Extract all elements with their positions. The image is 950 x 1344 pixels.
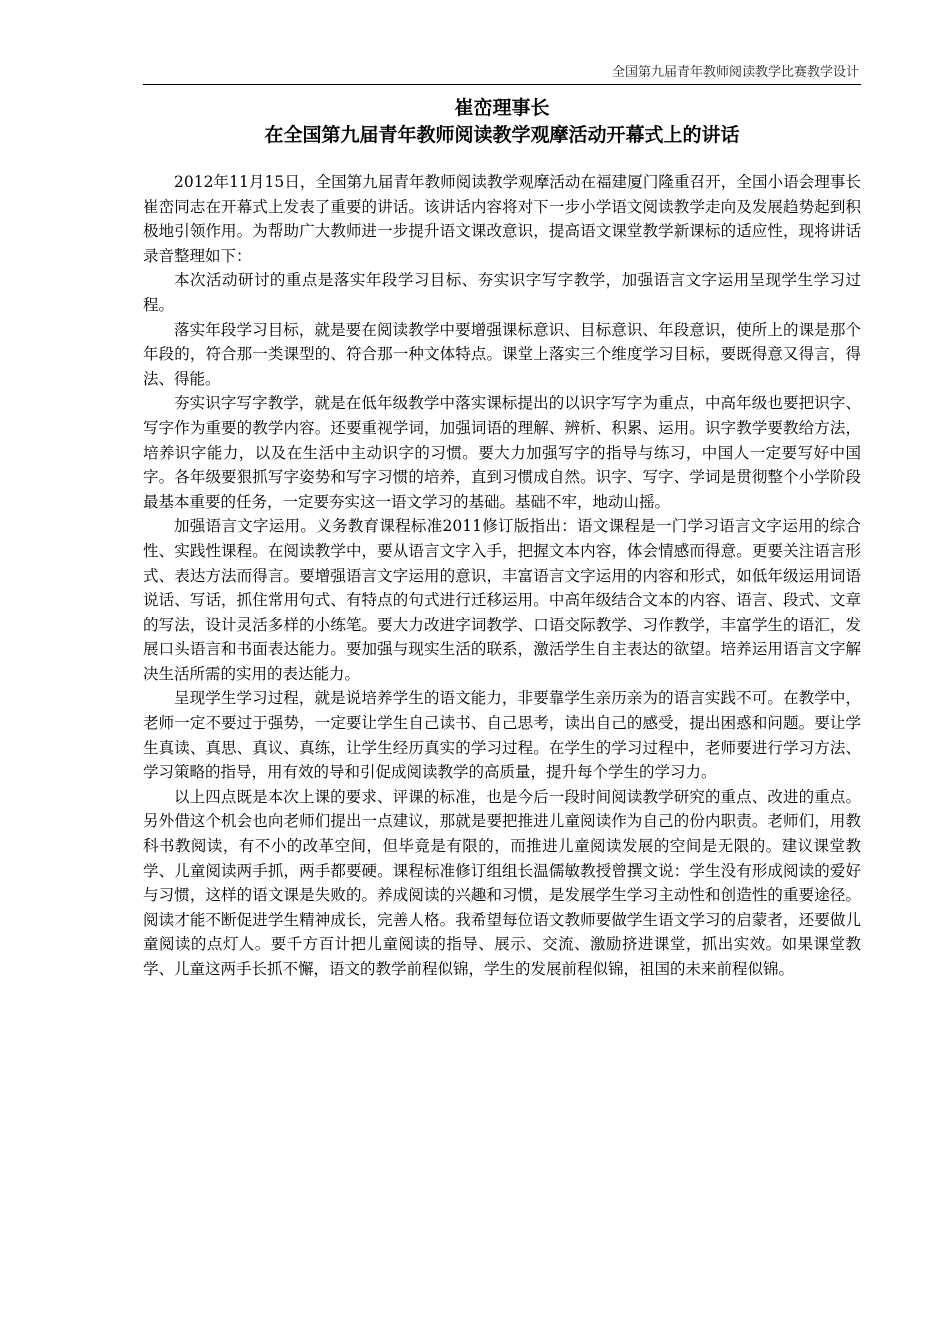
paragraph-focus: 本次活动研讨的重点是落实年段学习目标、夯实识字写字教学，加强语言文字运用呈现学生学习过程。 <box>143 271 861 314</box>
paragraph-language-use: 加强语言文字运用。义务教育课程标准2011修订版指出：语文课程是一门学习语言文字运用的综合性、实践性课程。在阅读教学中，要从语言文字入手，把握文本内容，体会情感而得意。更要关注语言形式、表达方法而得言。要增强语言文字运用的意识，丰富语言文字运用的内容和形式，如低年级运用词语说话、写话，抓住常用句式、有特点的句式进行迁移运用。中高年级结合文本的内容、语言、段式、文章的写法，设计灵活多样的小练笔。要大力改进字词教学、口语交际教学、习作教学，丰富学生的语汇，发展口头语言和书面表达能力。要加强与现实生活的联系，激活学生自主表达的欲望。培养运用语言文字解决生活所需的实用的表达能力。 <box>143 517 861 683</box>
paragraph-grade-goals: 落实年段学习目标，就是要在阅读教学中要增强课标意识、目标意识、年段意识，使所上的课是那个年段的，符合那一类课型的、符合那一种文体特点。课堂上落实三个维度学习目标，要既得意又得言，得法、得能。 <box>143 320 861 388</box>
title-line-subject: 在全国第九届青年教师阅读教学观摩活动开幕式上的讲话 <box>264 124 740 146</box>
running-header: 全国第九届青年教师阅读教学比赛教学设计 <box>611 65 859 80</box>
header-divider <box>143 84 861 85</box>
paragraph-intro: 2012年11月15日，全国第九届青年教师阅读教学观摩活动在福建厦门隆重召开，全国小语会理事长崔峦同志在开幕式上发表了重要的讲话。该讲话内容将对下一步小学语文阅读教学走向及发展趋势起到积极地引领作用。为帮助广大教师进一步提升语文课改意识，提高语文课堂教学新课标的适应性，现将讲话录音整理如下： <box>143 173 861 265</box>
document-body <box>143 170 861 982</box>
document-title <box>143 95 861 149</box>
paragraph-literacy: 夯实识字写字教学，就是在低年级教学中落实课标提出的以识字写字为重点，中高年级也要把识字、写字作为重要的教学内容。还要重视学词，加强词语的理解、辨析、积累、运用。识字教学要教给方法，培养识字能力，以及在生活中主动识字的习惯。要大力加强写字的指导与练习，中国人一定要写好中国字。各年级要狠抓写字姿势和写字习惯的培养，直到习惯成自然。识字、写字、学词是贯彻整个小学阶段最基本重要的任务，一定要夯实这一语文学习的基础。基础不牢，地动山摇。 <box>143 394 861 511</box>
paragraph-learning-process: 呈现学生学习过程，就是说培养学生的语文能力，非要靠学生亲历亲为的语言实践不可。在教学中，老师一定不要过于强势，一定要让学生自己读书、自己思考，读出自己的感受，提出困惑和问题。要让学生真读、真思、真议、真练，让学生经历真实的学习过程。在学生的学习过程中，老师要进行学习方法、学习策略的指导，用有效的导和引促成阅读教学的高质量，提升每个学生的学习力。 <box>143 689 861 782</box>
paragraph-conclusion: 以上四点既是本次上课的要求、评课的标准，也是今后一段时间阅读教学研究的重点、改进的重点。另外借这个机会也向老师们提出一点建议，那就是要把推进儿童阅读作为自己的份内职责。老师们，用教科书教阅读，有不小的改革空间，但毕竟是有限的，而推进儿童阅读发展的空间是无限的。建议课堂教学、儿童阅读两手抓，两手都要硬。课程标准修订组组长温儒敏教授曾撰文说：学生没有形成阅读的爱好与习惯，这样的语文课是失败的。养成阅读的兴趣和习惯，是发展学生学习主动性和创造性的重要途径。阅读才能不断促进学生精神成长，完善人格。我希望每位语文教师要做学生语文学习的启蒙者，还要做儿童阅读的点灯人。要千方百计把儿童阅读的指导、展示、交流、激励挤进课堂，抓出实效。如果课堂教学、儿童这两手长抓不懈，语文的教学前程似锦，学生的发展前程似锦，祖国的未来前程似锦。 <box>143 787 861 978</box>
title-line-speaker: 崔峦理事长 <box>454 97 550 119</box>
